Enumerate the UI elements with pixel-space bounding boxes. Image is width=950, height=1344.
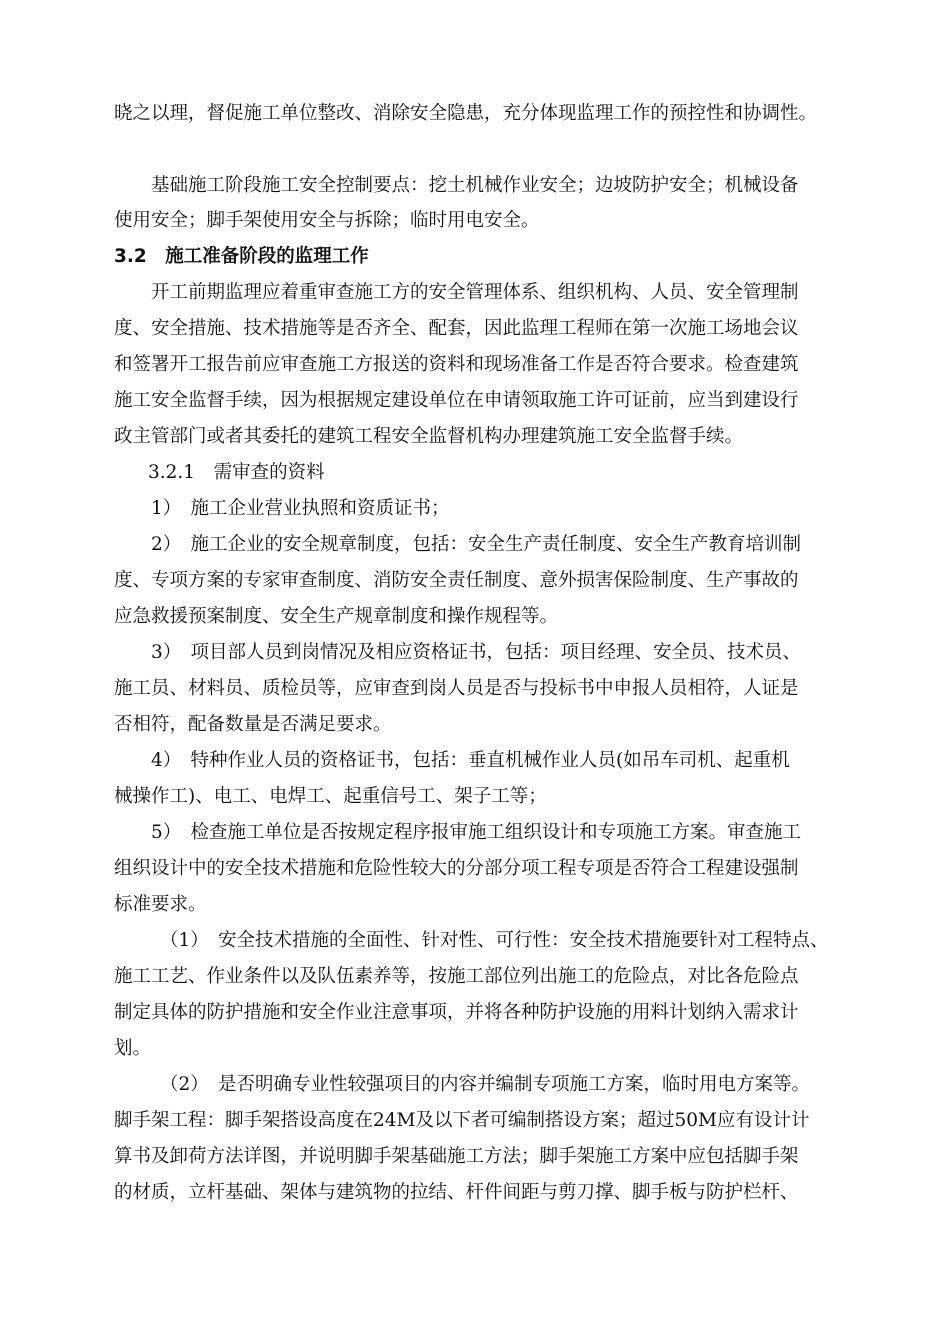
subsection-heading: 3.2.1 需审查的资料 [148,462,325,483]
list-item: 4） 特种作业人员的资格证书，包括：垂直机械作业人员(如吊车司机、起重机 [151,750,790,771]
list-item: 1） 施工企业营业执照和资质证书； [151,498,450,519]
list-item: 3） 项目部人员到岗情况及相应资格证书，包括：项目经理、安全员、技术员、 [151,642,802,663]
list-item: 5） 检查施工单位是否按规定程序报审施工组织设计和专项施工方案。审查施工 [151,822,802,843]
paragraph-line: 制定具体的防护措施和安全作业注意事项，并将各种防护设施的用料计划纳入需求计 [114,1002,799,1023]
paragraph-line: 政主管部门或者其委托的建筑工程安全监督机构办理建筑施工安全监督手续。 [114,426,744,447]
list-item: （2） 是否明确专业性较强项目的内容并编制专项施工方案，临时用电方案等。 [160,1074,811,1095]
paragraph-line: 开工前期监理应着重审查施工方的安全管理体系、组织机构、人员、安全管理制 [151,282,799,303]
paragraph-line: 应急救援预案制度、安全生产规章制度和操作规程等。 [114,606,559,627]
paragraph-line: 组织设计中的安全技术措施和危险性较大的分部分项工程专项是否符合工程建设强制 [114,858,799,879]
paragraph-line: 度、专项方案的专家审查制度、消防安全责任制度、意外损害保险制度、生产事故的 [114,570,799,591]
list-item: （1） 安全技术措施的全面性、针对性、可行性：安全技术措施要针对工程特点、 [160,930,829,951]
paragraph-line: 标准要求。 [114,894,207,915]
paragraph-line: 械操作工)、电工、电焊工、起重信号工、架子工等； [114,786,547,807]
paragraph-line: 基础施工阶段施工安全控制要点：挖土机械作业安全；边坡防护安全；机械设备 [151,175,799,196]
paragraph-line: 否相符，配备数量是否满足要求。 [114,714,392,735]
paragraph-line: 使用安全；脚手架使用安全与拆除；临时用电安全。 [114,210,540,231]
paragraph-line: 算书及卸荷方法详图，并说明脚手架基础施工方法；脚手架施工方案中应包括脚手架 [114,1146,799,1167]
section-heading: 3.2 施工准备阶段的监理工作 [114,246,369,267]
paragraph-line: 度、安全措施、技术措施等是否齐全、配套，因此监理工程师在第一次施工场地会议 [114,318,799,339]
paragraph-line: 划。 [114,1038,152,1059]
paragraph-line: 和签署开工报告前应审查施工方报送的资料和现场准备工作是否符合要求。检查建筑 [114,354,799,375]
paragraph-line: 施工安全监督手续，因为根据规定建设单位在申请领取施工许可证前，应当到建设行 [114,390,799,411]
paragraph-line: 的材质，立杆基础、架体与建筑物的拉结、杆件间距与剪刀撑、脚手板与防护栏杆、 [114,1182,799,1203]
paragraph-line: 施工工艺、作业条件以及队伍素养等，按施工部位列出施工的危险点，对比各危险点 [114,966,799,987]
list-item: 2） 施工企业的安全规章制度，包括：安全生产责任制度、安全生产教育培训制 [151,534,802,555]
paragraph-line: 晓之以理，督促施工单位整改、消除安全隐患，充分体现监理工作的预控性和协调性。 [114,103,818,124]
paragraph-line: 脚手架工程：脚手架搭设高度在24M及以下者可编制搭设方案；超过50M应有设计计 [114,1110,810,1131]
paragraph-line: 施工员、材料员、质检员等，应审查到岗人员是否与投标书中申报人员相符，人证是 [114,678,799,699]
